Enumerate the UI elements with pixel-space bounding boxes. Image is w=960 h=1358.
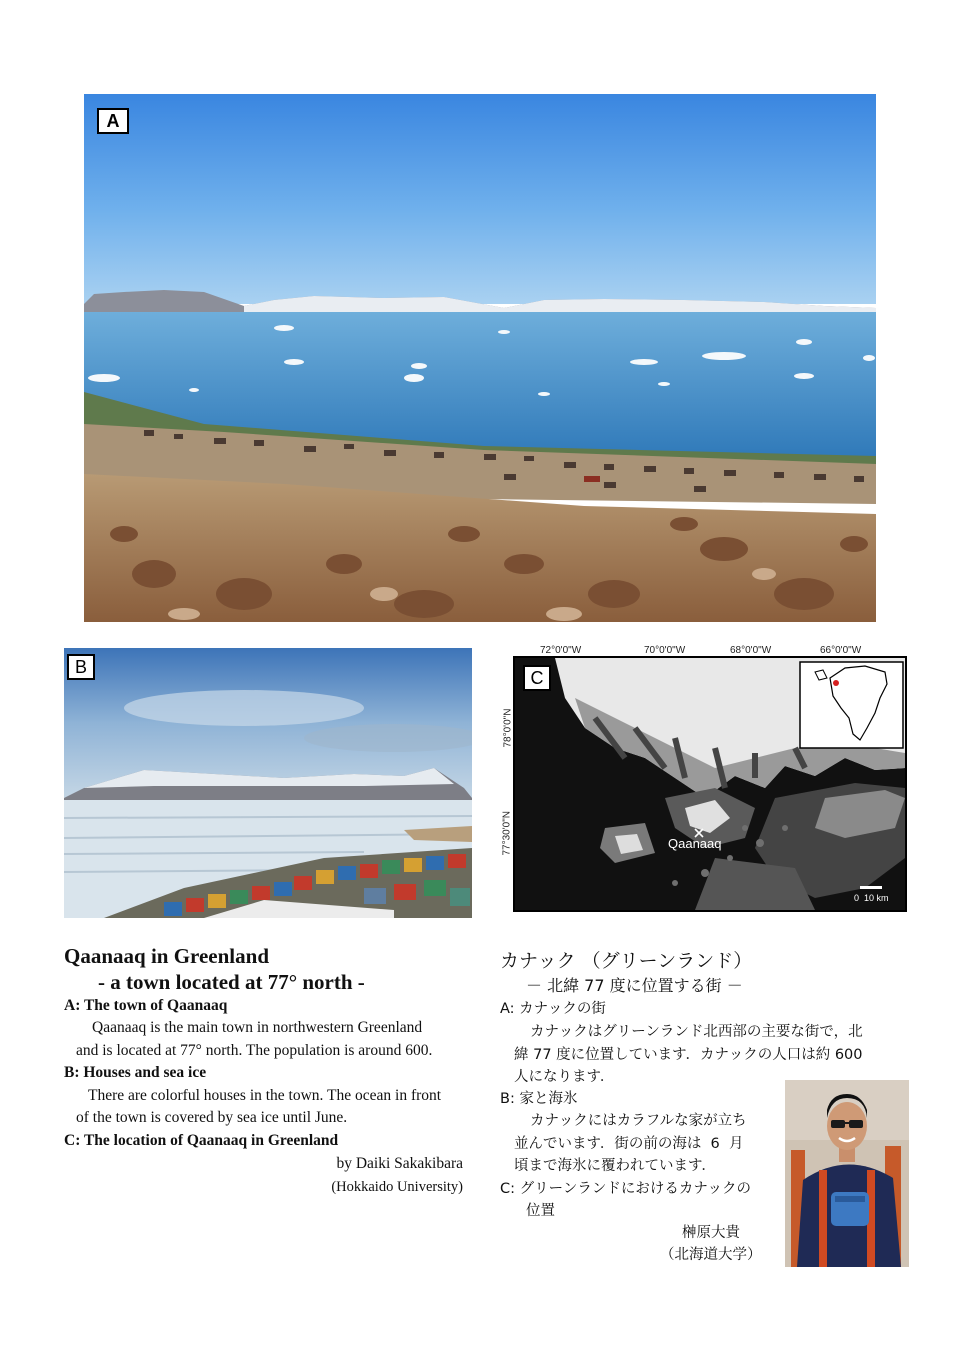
english-b-line-2: of the town is covered by sea ice until June. (76, 1109, 348, 1126)
english-author: by Daiki Sakakibara (336, 1155, 463, 1172)
japanese-b-line-3: 頃まで海氷に覆われています． (514, 1158, 716, 1174)
photo-a-label: A (97, 108, 129, 134)
photo-b-houses-and-sea-ice (64, 648, 472, 918)
photo-a-town-of-qaanaaq (84, 94, 876, 622)
map-lon-label-4: 66°0'0"W (820, 645, 862, 656)
map-lon-label-1: 72°0'0"W (540, 645, 582, 656)
english-title: Qaanaaq in Greenland (64, 944, 269, 968)
map-town-label: Qaanaaq (668, 836, 722, 851)
map-c-location (513, 656, 907, 912)
map-lon-label-3: 68°0'0"W (730, 645, 772, 656)
english-subtitle: - a town located at 77° north - (98, 970, 365, 994)
japanese-affiliation: （北海道大学） (660, 1247, 762, 1263)
japanese-c-heading-line-2: 位置 (526, 1203, 555, 1219)
map-lat-label-1: 78°0'0"N (502, 708, 514, 748)
photo-b-label: B (67, 654, 95, 680)
map-c-label: C (523, 665, 551, 691)
japanese-b-line-2: 並んでいます．街の前の海は 6 月 (514, 1136, 744, 1152)
english-a-heading: A: The town of Qaanaaq (64, 997, 228, 1014)
japanese-c-heading-line-1: C: グリーンランドにおけるカナックの (500, 1181, 752, 1197)
map-lat-label-2: 77°30'0"N (501, 811, 513, 856)
map-lon-label-2: 70°0'0"W (644, 645, 686, 656)
japanese-b-heading: B: 家と海氷 (500, 1091, 578, 1107)
map-scale-label: 0 10 km (854, 893, 889, 903)
japanese-a-line-3: 人になります． (514, 1069, 615, 1085)
japanese-subtitle: － 北緯 77 度に位置する街 － (526, 976, 743, 995)
english-b-line-1: There are colorful houses in the town. The ocean in front (88, 1087, 442, 1104)
english-affiliation: (Hokkaido University) (331, 1179, 463, 1195)
english-b-heading: B: Houses and sea ice (64, 1064, 207, 1081)
japanese-b-line-1: カナックにはカラフルな家が立ち (530, 1113, 747, 1129)
author-portrait (785, 1080, 909, 1267)
japanese-title: カナック （グリーンランド） (500, 950, 753, 972)
japanese-a-line-1: カナックはグリーンランド北西部の主要な街で，北 (530, 1024, 863, 1040)
english-a-line-2: and is located at 77° north. The population is around 600. (76, 1042, 433, 1059)
english-c-heading: C: The location of Qaanaaq in Greenland (64, 1132, 339, 1149)
japanese-author: 榊原大貴 (682, 1225, 740, 1241)
japanese-a-heading: A: カナックの街 (500, 1001, 606, 1017)
english-a-line-1: Qaanaaq is the main town in northwestern Greenland (92, 1019, 423, 1036)
japanese-a-line-2: 緯 77 度に位置しています．カナックの人口は約 600 (514, 1047, 863, 1063)
